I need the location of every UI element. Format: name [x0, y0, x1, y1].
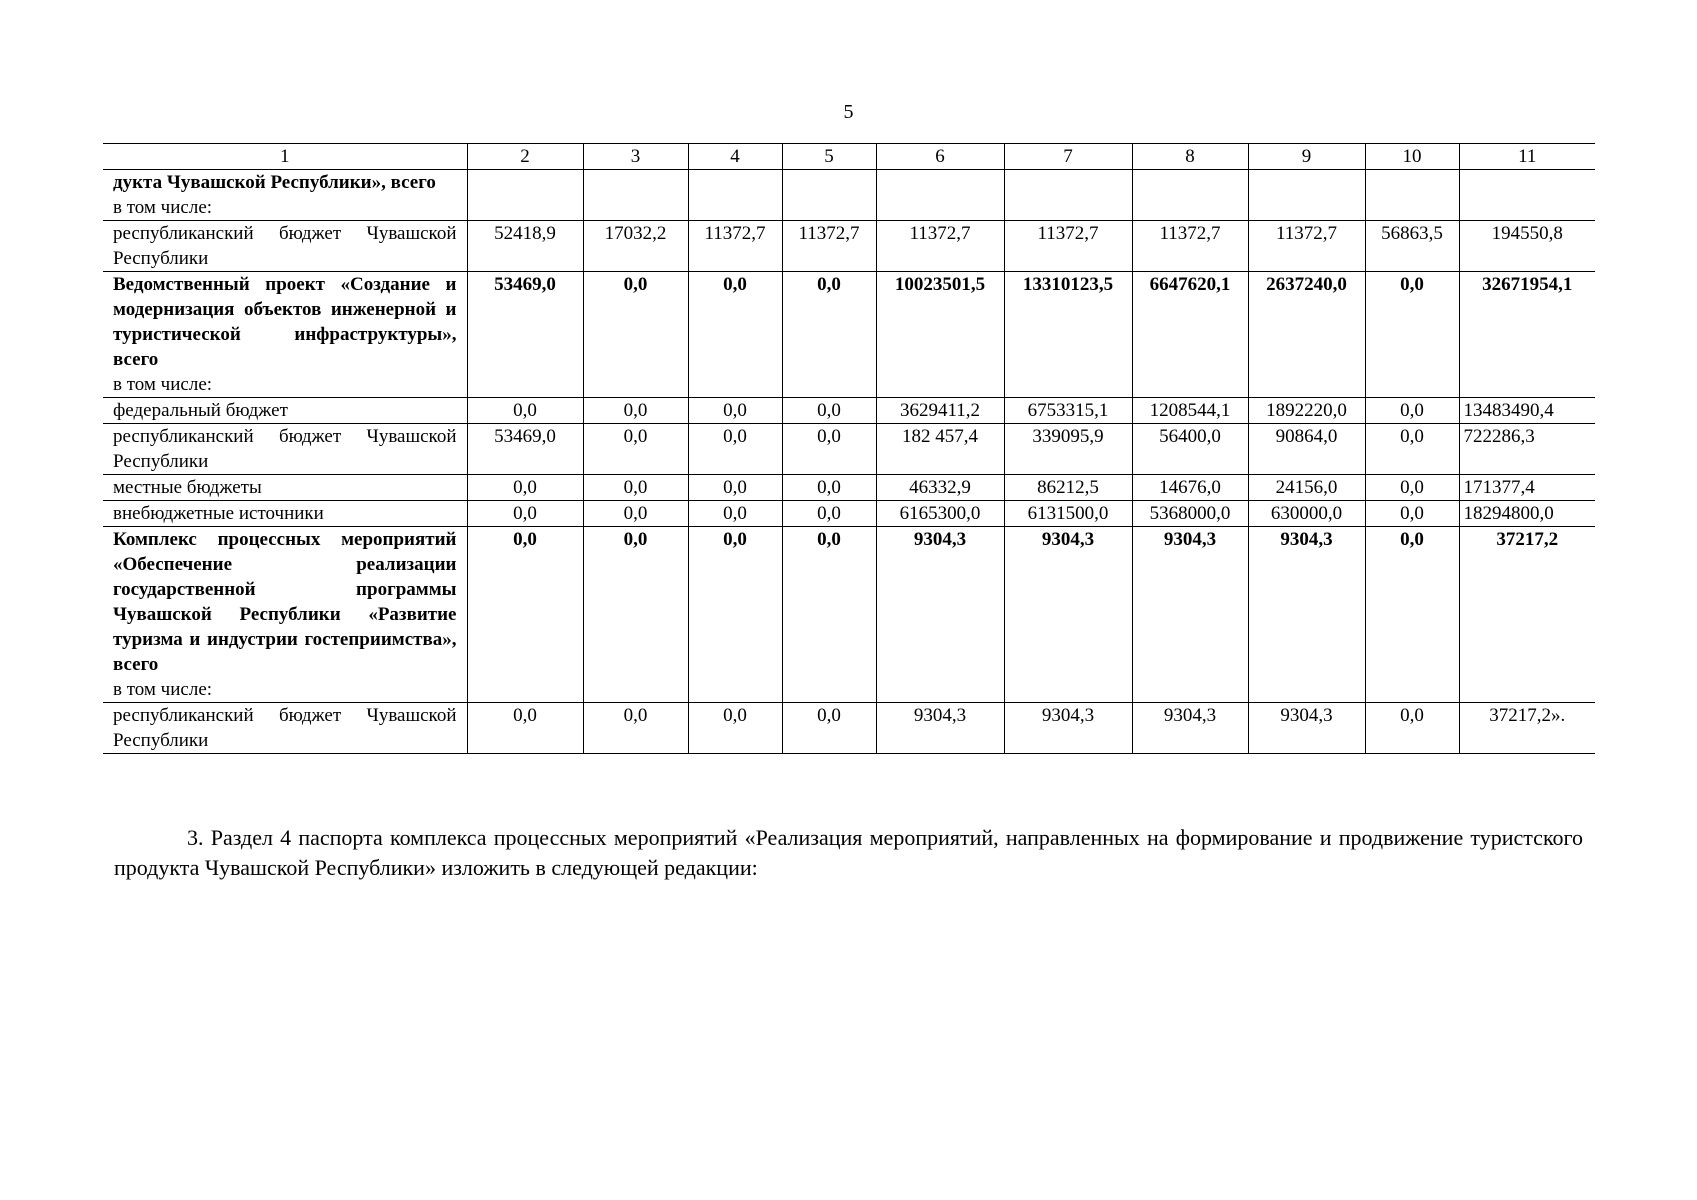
table-row: [103, 272, 1595, 398]
column-header-5: 5: [782, 144, 876, 170]
cell-col-3: [583, 170, 688, 221]
cell-col-5: 0,0: [782, 703, 876, 754]
cell-col-9: 9304,3: [1248, 527, 1365, 703]
cell-col-3: 0,0: [583, 501, 688, 527]
cell-col-5: 0,0: [782, 272, 876, 398]
cell-col-2: 0,0: [467, 703, 583, 754]
table-row: [103, 703, 1595, 754]
cell-col-10: 0,0: [1365, 398, 1459, 424]
column-header-1: 1: [103, 144, 467, 170]
page-number: 5: [843, 101, 854, 123]
cell-col-4: 0,0: [688, 424, 782, 475]
row-label-text: республиканский бюджет Чувашской Республики: [113, 426, 457, 472]
cell-col-2: 0,0: [467, 475, 583, 501]
row-label-text: республиканский бюджет Чувашской Республики: [113, 223, 457, 269]
column-header-7: 7: [1004, 144, 1132, 170]
row-label-subnote: в том числе:: [113, 374, 213, 395]
row-label-text: местные бюджеты: [113, 477, 262, 498]
cell-col-2: [467, 170, 583, 221]
cell-col-2: 53469,0: [467, 272, 583, 398]
cell-col-5: [782, 170, 876, 221]
row-label-subnote: в том числе:: [113, 679, 213, 700]
table-row: [103, 398, 1595, 424]
cell-col-10: [1365, 170, 1459, 221]
cell-col-5: 0,0: [782, 398, 876, 424]
row-label: [103, 272, 467, 398]
row-label-title: дукта Чувашской Республики», всего: [113, 172, 436, 193]
cell-col-2: 52418,9: [467, 221, 583, 272]
row-label-title: Ведомственный проект «Создание и модернизация объектов инженерной и туристической инфраструктуры», всего: [113, 274, 457, 370]
cell-col-7: 6753315,1: [1004, 398, 1132, 424]
cell-col-10: 0,0: [1365, 424, 1459, 475]
cell-col-5: 0,0: [782, 501, 876, 527]
column-header-8: 8: [1132, 144, 1248, 170]
cell-col-5: 0,0: [782, 527, 876, 703]
cell-col-2: 53469,0: [467, 424, 583, 475]
cell-col-4: 11372,7: [688, 221, 782, 272]
cell-col-11: 32671954,1: [1459, 272, 1595, 398]
cell-col-8: [1132, 170, 1248, 221]
cell-col-8: 14676,0: [1132, 475, 1248, 501]
table-row: [103, 424, 1595, 475]
cell-col-7: 9304,3: [1004, 527, 1132, 703]
cell-col-3: 17032,2: [583, 221, 688, 272]
cell-col-6: [876, 170, 1004, 221]
table-row: [103, 501, 1595, 527]
cell-col-10: 0,0: [1365, 527, 1459, 703]
cell-col-10: 56863,5: [1365, 221, 1459, 272]
cell-col-8: 11372,7: [1132, 221, 1248, 272]
column-header-6: 6: [876, 144, 1004, 170]
cell-col-4: 0,0: [688, 398, 782, 424]
row-label-text: федеральный бюджет: [113, 400, 288, 421]
cell-col-6: 6165300,0: [876, 501, 1004, 527]
row-label: [103, 221, 467, 272]
row-label: [103, 703, 467, 754]
column-header-10: 10: [1365, 144, 1459, 170]
row-label: [103, 398, 467, 424]
cell-col-8: 6647620,1: [1132, 272, 1248, 398]
cell-col-7: 6131500,0: [1004, 501, 1132, 527]
row-label: [103, 527, 467, 703]
cell-col-7: 86212,5: [1004, 475, 1132, 501]
cell-col-9: 2637240,0: [1248, 272, 1365, 398]
table-body: [103, 170, 1595, 754]
header-row: [103, 144, 1595, 170]
cell-col-11: 37217,2: [1459, 527, 1595, 703]
cell-col-3: 0,0: [583, 703, 688, 754]
table-row: [103, 475, 1595, 501]
cell-col-11: 13483490,4: [1459, 398, 1595, 424]
cell-col-10: 0,0: [1365, 272, 1459, 398]
row-label-title: Комплекс процессных мероприятий «Обеспечение реализации государственной программы Чувашской Республики «Развитие туризма и индустрии гостеприимства», всего: [113, 529, 457, 675]
cell-col-9: 24156,0: [1248, 475, 1365, 501]
cell-col-11: 18294800,0: [1459, 501, 1595, 527]
cell-col-9: 1892220,0: [1248, 398, 1365, 424]
cell-col-7: [1004, 170, 1132, 221]
cell-col-7: 339095,9: [1004, 424, 1132, 475]
cell-col-6: 9304,3: [876, 527, 1004, 703]
cell-col-3: 0,0: [583, 398, 688, 424]
cell-col-11: 37217,2».: [1459, 703, 1595, 754]
column-header-9: 9: [1248, 144, 1365, 170]
row-label: [103, 170, 467, 221]
cell-col-4: 0,0: [688, 475, 782, 501]
cell-col-6: 11372,7: [876, 221, 1004, 272]
cell-col-8: 5368000,0: [1132, 501, 1248, 527]
table-row: [103, 170, 1595, 221]
cell-col-10: 0,0: [1365, 475, 1459, 501]
table-row: [103, 221, 1595, 272]
cell-col-10: 0,0: [1365, 703, 1459, 754]
cell-col-6: 10023501,5: [876, 272, 1004, 398]
row-label: [103, 475, 467, 501]
cell-col-7: 9304,3: [1004, 703, 1132, 754]
cell-col-9: 11372,7: [1248, 221, 1365, 272]
cell-col-5: 0,0: [782, 475, 876, 501]
cell-col-9: 90864,0: [1248, 424, 1365, 475]
row-label: [103, 501, 467, 527]
cell-col-3: 0,0: [583, 475, 688, 501]
column-header-4: 4: [688, 144, 782, 170]
row-label-subnote: в том числе:: [113, 197, 213, 218]
cell-col-4: 0,0: [688, 703, 782, 754]
cell-col-9: 630000,0: [1248, 501, 1365, 527]
row-label-text: внебюджетные источники: [113, 503, 324, 524]
cell-col-11: 171377,4: [1459, 475, 1595, 501]
cell-col-7: 13310123,5: [1004, 272, 1132, 398]
cell-col-2: 0,0: [467, 527, 583, 703]
cell-col-3: 0,0: [583, 424, 688, 475]
cell-col-11: 194550,8: [1459, 221, 1595, 272]
cell-col-4: 0,0: [688, 272, 782, 398]
column-header-2: 2: [467, 144, 583, 170]
cell-col-10: 0,0: [1365, 501, 1459, 527]
cell-col-8: 9304,3: [1132, 527, 1248, 703]
instruction-paragraph: 3. Раздел 4 паспорта комплекса процессных мероприятий «Реализация мероприятий, направленных на формирование и продвижение туристского продукта Чувашской Республики» изложить в следующей редакции:: [114, 825, 1583, 880]
cell-col-11: 722286,3: [1459, 424, 1595, 475]
cell-col-5: 0,0: [782, 424, 876, 475]
cell-col-2: 0,0: [467, 501, 583, 527]
cell-col-7: 11372,7: [1004, 221, 1132, 272]
cell-col-11: [1459, 170, 1595, 221]
cell-col-6: 46332,9: [876, 475, 1004, 501]
cell-col-8: 9304,3: [1132, 703, 1248, 754]
cell-col-3: 0,0: [583, 527, 688, 703]
table-row: [103, 527, 1595, 703]
row-label-text: республиканский бюджет Чувашской Республики: [113, 705, 457, 751]
column-header-3: 3: [583, 144, 688, 170]
row-label: [103, 424, 467, 475]
cell-col-9: 9304,3: [1248, 703, 1365, 754]
cell-col-6: 182 457,4: [876, 424, 1004, 475]
cell-col-8: 1208544,1: [1132, 398, 1248, 424]
cell-col-4: 0,0: [688, 501, 782, 527]
cell-col-5: 11372,7: [782, 221, 876, 272]
cell-col-8: 56400,0: [1132, 424, 1248, 475]
column-header-11: 11: [1459, 144, 1595, 170]
cell-col-2: 0,0: [467, 398, 583, 424]
cell-col-4: 0,0: [688, 527, 782, 703]
cell-col-6: 9304,3: [876, 703, 1004, 754]
cell-col-4: [688, 170, 782, 221]
budget-table: [103, 143, 1595, 754]
cell-col-3: 0,0: [583, 272, 688, 398]
cell-col-6: 3629411,2: [876, 398, 1004, 424]
cell-col-9: [1248, 170, 1365, 221]
